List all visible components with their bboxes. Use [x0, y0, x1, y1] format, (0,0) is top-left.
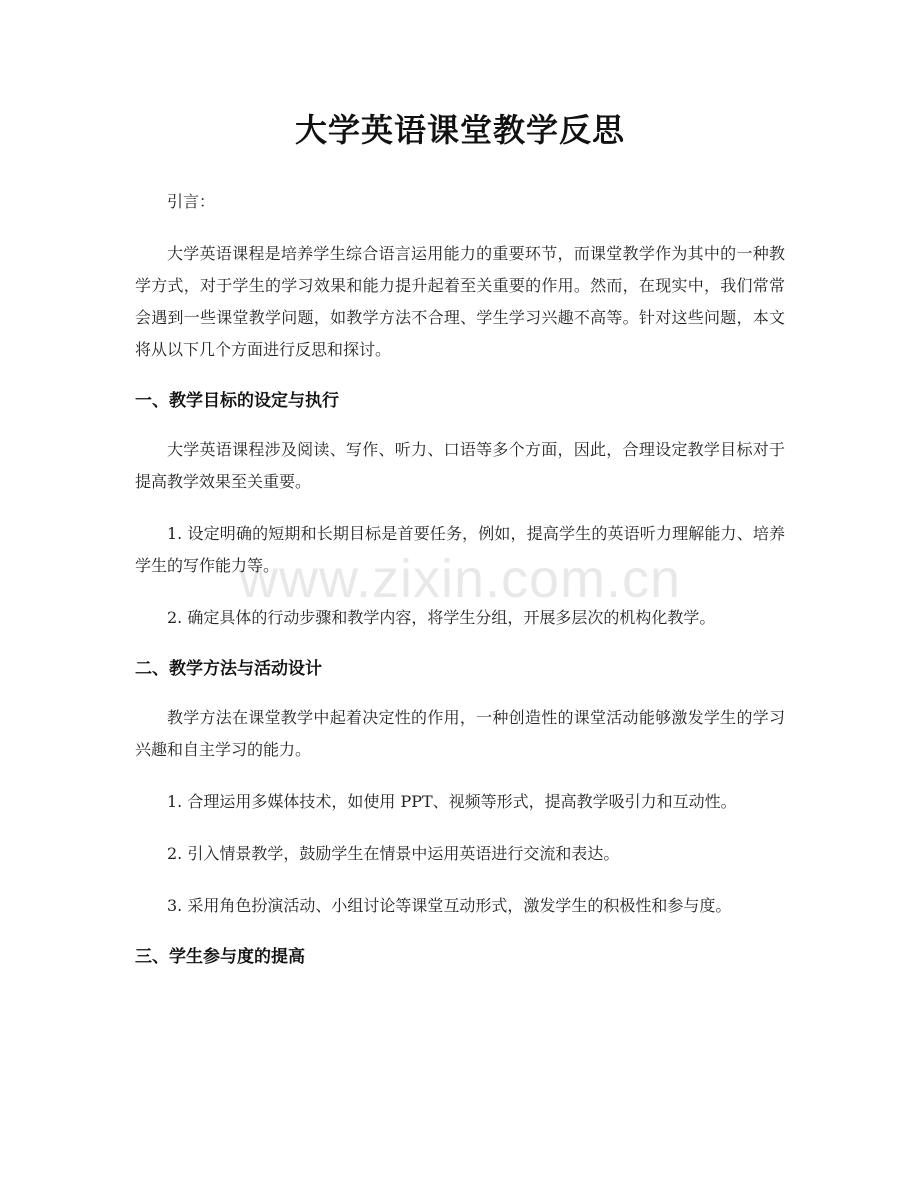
section-heading-1: 一、教学目标的设定与执行 — [135, 391, 339, 411]
section-1-item-1: 1. 设定明确的短期和长期目标是首要任务，例如，提高学生的英语听力理解能力、培养学生的写作能力等。 — [135, 524, 785, 575]
section-2-item-3: 3. 采用角色扮演活动、小组讨论等课堂互动形式，激发学生的积极性和参与度。 — [167, 896, 732, 915]
watermark: www.zixin.com.cn — [238, 549, 682, 609]
intro-paragraph: 大学英语课程是培养学生综合语言运用能力的重要环节，而课堂教学作为其中的一种教学方式，对于学生的学习效果和能力提升起着至关重要的作用。然而，在现实中，我们常常会遇到一些课堂教学问题，如教学方法不合理、学生学习兴趣不高等。针对这些问题，本文将从以下几个方面进行反思和探讨。 — [135, 244, 785, 359]
section-2-paragraph: 教学方法在课堂教学中起着决定性的作用，一种创造性的课堂活动能够激发学生的学习兴趣和自主学习的能力。 — [135, 708, 785, 759]
section-2-item-2: 2. 引入情景教学，鼓励学生在情景中运用英语进行交流和表达。 — [167, 844, 620, 863]
section-heading-3: 三、学生参与度的提高 — [135, 947, 305, 967]
intro-label: 引言： — [167, 192, 216, 211]
section-1-paragraph: 大学英语课程涉及阅读、写作、听力、口语等多个方面，因此，合理设定教学目标对于提高教学效果至关重要。 — [135, 440, 785, 491]
document-body — [135, 186, 785, 990]
document-title: 大学英语课堂教学反思 — [294, 111, 625, 149]
section-heading-2: 二、教学方法与活动设计 — [135, 659, 322, 679]
section-2-item-1: 1. 合理运用多媒体技术，如使用 PPT、视频等形式，提高教学吸引力和互动性。 — [167, 792, 737, 811]
section-1-item-2: 2. 确定具体的行动步骤和教学内容，将学生分组，开展多层次的机构化教学。 — [167, 608, 716, 627]
